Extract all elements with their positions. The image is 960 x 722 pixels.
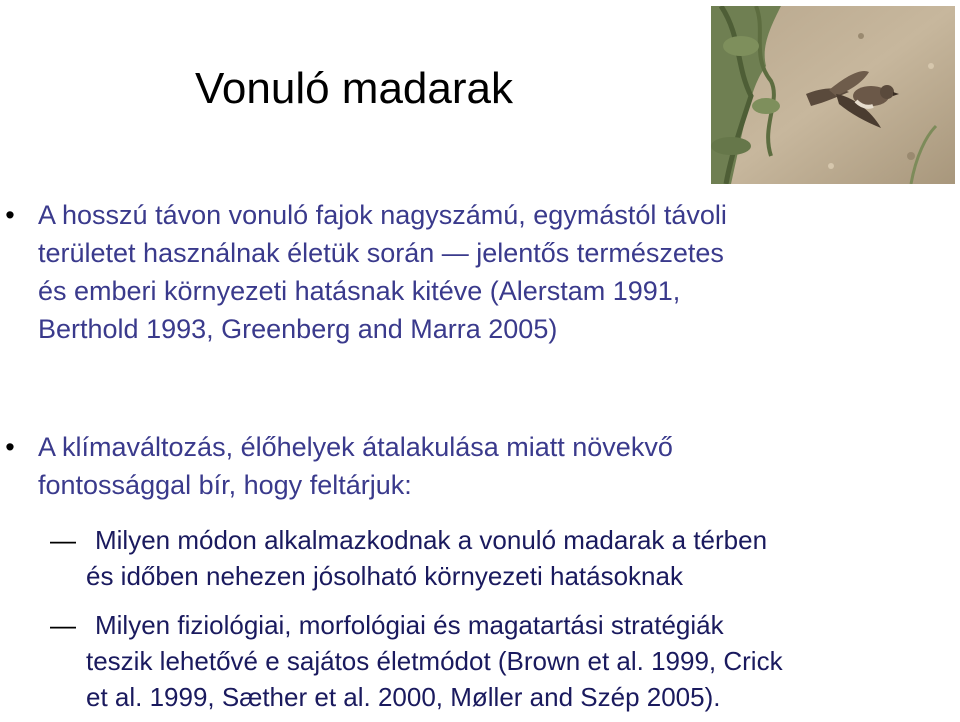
bullet-1-line-1: A hosszú távon vonuló fajok nagyszámú, egymástól távoli [38,200,727,230]
bullet-2 [0,428,673,504]
subitem-2-line-1: Milyen fiziológiai, morfológiai és magatartási stratégiák [95,610,724,640]
subitem-1 [0,522,767,594]
bullet-2-line-2: fontossággal bír, hogy feltárjuk: [38,470,412,500]
subitem-2-line-3: et al. 1999, Sæther et al. 2000, Møller and Szép 2005). [86,682,721,712]
dash-marker: — [50,525,76,555]
bullet-marker: • [5,432,15,462]
bullet-marker: • [5,200,15,230]
dash-marker: — [50,610,76,640]
bullet-1-line-4: Berthold 1993, Greenberg and Marra 2005) [38,314,558,344]
bullet-1-line-2: területet használnak életük során — jelentős természetes [38,238,724,268]
bullet-2-line-1: A klímaváltozás, élőhelyek átalakulása miatt növekvő [38,432,673,462]
bullet-1-line-3: és emberi környezeti hatásnak kitéve (Alerstam 1991, [38,276,681,306]
subitem-1-line-1: Milyen módon alkalmazkodnak a vonuló madarak a térben [95,525,768,555]
slide-title: Vonuló madarak [195,64,513,113]
subitem-1-line-2: és időben nehezen jósolható környezeti hatásoknak [86,561,683,591]
bullet-1 [0,196,727,348]
subitem-2 [0,607,783,715]
bird-photo [711,6,955,184]
swallow-in-flight-image [711,6,955,184]
subitem-2-line-2: teszik lehetővé e sajátos életmódot (Brown et al. 1999, Crick [86,646,783,676]
